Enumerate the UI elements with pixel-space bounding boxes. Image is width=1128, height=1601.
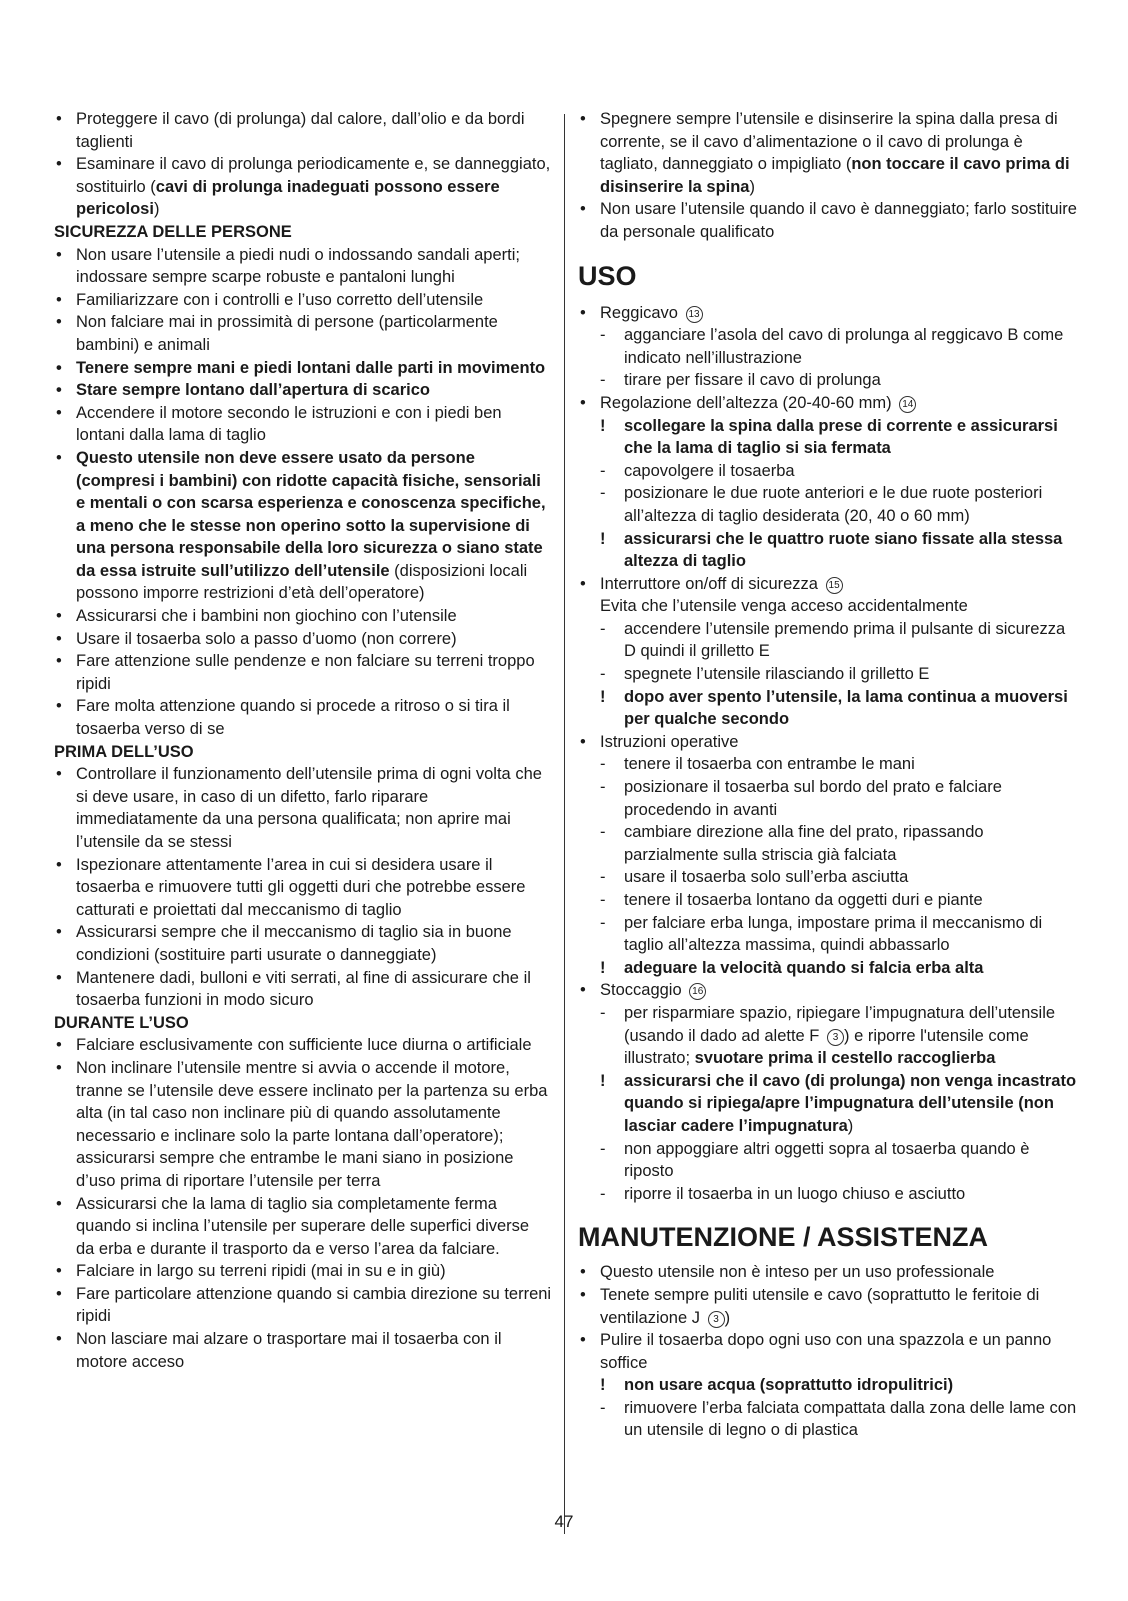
list-item: • Assicurarsi che i bambini non giochino con l’utensile (54, 605, 552, 628)
list-item: • Regolazione dell’altezza (20-40-60 mm) 14 (578, 392, 1078, 415)
list-item: • Esaminare il cavo di prolunga periodicamente e, se danneggiato, sostituirlo (cavi di prolunga inadeguati possono essere pericolosi) (54, 153, 552, 221)
warning-item: ! adeguare la velocità quando si falcia erba alta (578, 957, 1078, 980)
sub-item: - tenere il tosaerba con entrambe le mani (578, 753, 1078, 776)
list-item: • Non falciare mai in prossimità di persone (particolarmente bambini) e animali (54, 311, 552, 356)
warning-item: ! scollegare la spina dalla prese di corrente e assicurarsi che la lama di taglio si sia fermata (578, 415, 1078, 460)
sub-item: - posizionare le due ruote anteriori e le due ruote posteriori all’altezza di taglio desiderata (20, 40 o 60 mm) (578, 482, 1078, 527)
list-item: • Non inclinare l’utensile mentre si avvia o accende il motore, tranne se l’utensile deve essere inclinato per la partenza su erba alta (in tal caso non inclinare più di quando assolutamente necessario e inclinare solo la parte lontana dall’operatore); assicurarsi sempre che entrambe le mani siano in posizione d’uso prima di riportare l’utensile per terra (54, 1057, 552, 1193)
left-column (54, 108, 552, 1373)
heading-manutenzione: MANUTENZIONE / ASSISTENZA (578, 1222, 989, 1253)
section-heading-durante: DURANTE L’USO (54, 1013, 189, 1032)
sub-item: - usare il tosaerba solo sull’erba asciutta (578, 866, 1078, 889)
right-column (578, 108, 1078, 1442)
list-item: • Assicurarsi che la lama di taglio sia completamente ferma quando si inclina l’utensile per superare delle superfici diverse da erba e durante il trasporto da e verso l’area da falciare. (54, 1193, 552, 1261)
list-item: • Non usare l’utensile quando il cavo è danneggiato; farlo sostituire da personale qualificato (578, 198, 1078, 243)
list-item: • Tenere sempre mani e piedi lontani dalle parti in movimento (54, 357, 552, 380)
section-heading-persone: SICUREZZA DELLE PERSONE (54, 222, 292, 241)
list-item: • Usare il tosaerba solo a passo d’uomo (non correre) (54, 628, 552, 651)
sub-item: - capovolgere il tosaerba (578, 460, 1078, 483)
sub-item: - cambiare direzione alla fine del prato, ripassando parzialmente sulla striscia già falciata (578, 821, 1078, 866)
sub-item: - per falciare erba lunga, impostare prima il meccanismo di taglio all’altezza massima, quindi abbassarlo (578, 912, 1078, 957)
sub-item: - tirare per fissare il cavo di prolunga (578, 369, 1078, 392)
list-item: • Fare attenzione sulle pendenze e non falciare su terreni troppo ripidi (54, 650, 552, 695)
list-item: • Familiarizzare con i controlli e l’uso corretto dell’utensile (54, 289, 552, 312)
list-item: • Fare molta attenzione quando si procede a ritroso o si tira il tosaerba verso di se (54, 695, 552, 740)
warning-item: ! assicurarsi che le quattro ruote siano fissate alla stessa altezza di taglio (578, 528, 1078, 573)
reference-number-icon: 15 (826, 577, 843, 594)
list-item: • Interruttore on/off di sicurezza 15 (578, 573, 1078, 596)
sub-item: - agganciare l’asola del cavo di prolunga al reggicavo B come indicato nell’illustrazione (578, 324, 1078, 369)
reference-number-icon: 3 (827, 1029, 844, 1046)
reference-number-icon: 16 (689, 983, 706, 1000)
list-item: • Falciare esclusivamente con sufficiente luce diurna o artificiale (54, 1034, 552, 1057)
sub-item: - per risparmiare spazio, ripiegare l’impugnatura dell’utensile (usando il dado ad alette F 3 ) e riporre l'utensile come illustrato; svuotare prima il cestello raccoglierba (578, 1002, 1078, 1070)
list-item: • Falciare in largo su terreni ripidi (mai in su e in giù) (54, 1260, 552, 1283)
reference-number-icon: 13 (686, 306, 703, 323)
list-item: • Stare sempre lontano dall’apertura di scarico (54, 379, 552, 402)
list-item: • Proteggere il cavo (di prolunga) dal calore, dall’olio e da bordi taglienti (54, 108, 552, 153)
list-item: • Fare particolare attenzione quando si cambia direzione su terreni ripidi (54, 1283, 552, 1328)
heading-uso: USO (578, 260, 637, 291)
list-item: • Questo utensile non è inteso per un uso professionale (578, 1261, 1078, 1284)
section-heading-prima: PRIMA DELL’USO (54, 742, 194, 761)
list-item: • Reggicavo 13 (578, 302, 1078, 325)
page-number: 47 (554, 1512, 574, 1531)
sub-item: - rimuovere l’erba falciata compattata dalla zona delle lame con un utensile di legno o di plastica (578, 1397, 1078, 1442)
reference-number-icon: 14 (899, 396, 916, 413)
sub-item: - posizionare il tosaerba sul bordo del prato e falciare procedendo in avanti (578, 776, 1078, 821)
list-item: • Stoccaggio 16 (578, 979, 1078, 1002)
list-item: • Controllare il funzionamento dell’utensile prima di ogni volta che si deve usare, in caso di un difetto, farlo riparare immediatamente da una persona qualificata; non aprire mai l’utensile da se stessi (54, 763, 552, 853)
list-item: • Ispezionare attentamente l’area in cui si desidera usare il tosaerba e rimuovere tutti gli oggetti duri che potrebbe essere catturati e proiettati dal meccanismo di taglio (54, 854, 552, 922)
sub-item: - non appoggiare altri oggetti sopra al tosaerba quando è riposto (578, 1138, 1078, 1183)
list-item: • Spegnere sempre l’utensile e disinserire la spina dalla presa di corrente, se il cavo d’alimentazione o il cavo di prolunga è tagliato, danneggiato o impigliato (non toccare il cavo prima di disinserire la spina) (578, 108, 1078, 198)
sub-item: - tenere il tosaerba lontano da oggetti duri e piante (578, 889, 1078, 912)
list-item: • Questo utensile non deve essere usato da persone (compresi i bambini) con ridotte capacità fisiche, sensoriali e mentali o con scarsa esperienza e conoscenza specifiche, a meno che le stesse non operino sotto la supervisione di una persona responsabile della loro sicurezza o siano state da essa istruite sull’utilizzo dell’utensile (disposizioni locali possono imporre restrizioni d’età dell’operatore) (54, 447, 552, 605)
list-item: • Mantenere dadi, bulloni e viti serrati, al fine di assicurare che il tosaerba funzioni in modo sicuro (54, 967, 552, 1012)
list-item: • Non lasciare mai alzare o trasportare mai il tosaerba con il motore acceso (54, 1328, 552, 1373)
warning-item: ! non usare acqua (soprattutto idropulitrici) (578, 1374, 1078, 1397)
list-item: • Non usare l’utensile a piedi nudi o indossando sandali aperti; indossare sempre scarpe robuste e pantaloni lunghi (54, 244, 552, 289)
warning-item: ! assicurarsi che il cavo (di prolunga) non venga incastrato quando si ripiega/apre l’impugnatura dell’utensile (non lasciar cadere l’impugnatura) (578, 1070, 1078, 1138)
list-item: • Istruzioni operative (578, 731, 1078, 754)
list-item: • Accendere il motore secondo le istruzioni e con i piedi ben lontani dalla lama di taglio (54, 402, 552, 447)
note-text: Evita che l’utensile venga acceso accidentalmente (600, 597, 968, 616)
column-divider (564, 114, 565, 1534)
sub-item: - accendere l’utensile premendo prima il pulsante di sicurezza D quindi il grilletto E (578, 618, 1078, 663)
list-item: • Tenete sempre puliti utensile e cavo (soprattutto le feritoie di ventilazione J 3 ) (578, 1284, 1078, 1329)
sub-item: - riporre il tosaerba in un luogo chiuso e asciutto (578, 1183, 1078, 1206)
list-item: • Assicurarsi sempre che il meccanismo di taglio sia in buone condizioni (sostituire parti usurate o danneggiate) (54, 921, 552, 966)
reference-number-icon: 3 (708, 1311, 725, 1328)
sub-item: - spegnete l’utensile rilasciando il grilletto E (578, 663, 1078, 686)
warning-item: ! dopo aver spento l’utensile, la lama continua a muoversi per qualche secondo (578, 686, 1078, 731)
list-item: • Pulire il tosaerba dopo ogni uso con una spazzola e un panno soffice (578, 1329, 1078, 1374)
